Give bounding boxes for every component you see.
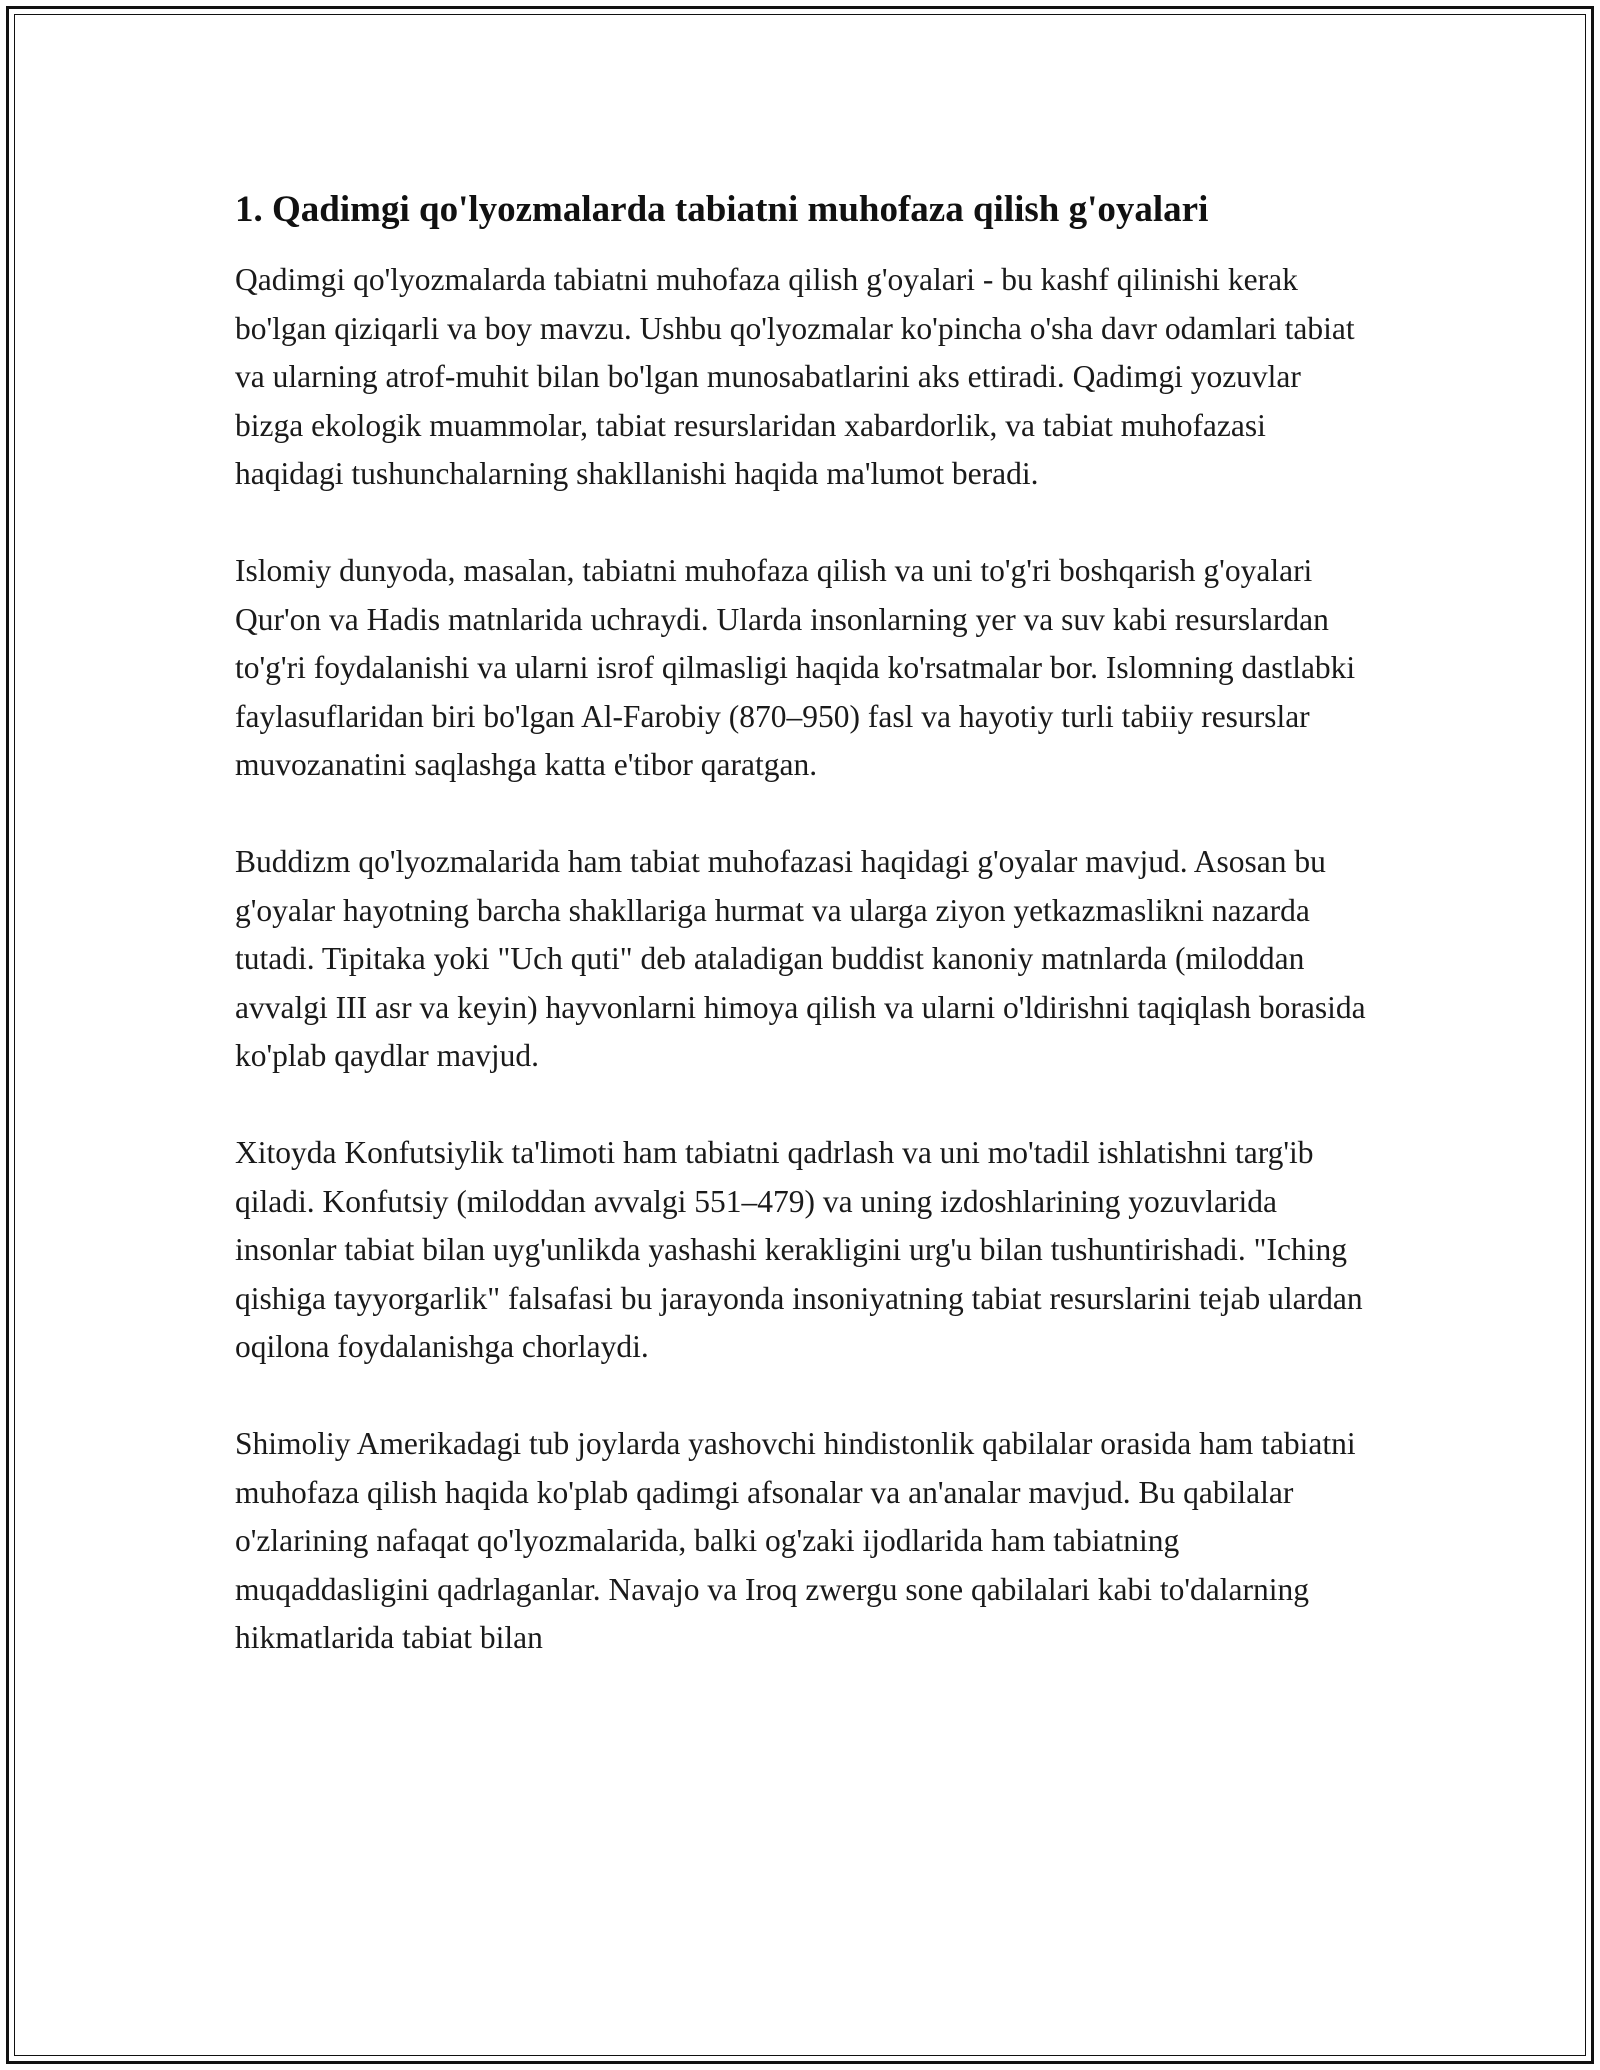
paragraph-buddhism: Buddizm qo'lyozmalarida ham tabiat muhofazasi haqidagi g'oyalar mavjud. Asosan bu g'oyalar hayotning barcha shakllariga hurmat va ularga ziyon yetkazmaslikni nazarda tutadi. Tipitaka yoki "Uch quti" deb ataladigan buddist kanoniy matnlarda (miloddan avvalgi III asr va keyin) hayvonlarni himoya qilish va ularni o'ldirishni taqiqlash borasida ko'plab qaydlar mavjud. [235,844,1366,1073]
section-heading: 1. Qadimgi qo'lyozmalarda tabiatni muhofaza qilish g'oyalari [235,189,1209,230]
document-body [235,186,1370,1711]
paragraph-confucianism: Xitoyda Konfutsiylik ta'limoti ham tabiatni qadrlash va uni mo'tadil ishlatishni targ'ib qiladi. Konfutsiy (miloddan avvalgi 551–479) va uning izdoshlarining yozuvlarida insonlar tabiat bilan uyg'unlikda yashashi kerakligini urg'u bilan tushuntirishadi. "Iching qishiga tayyorgarlik" falsafasi bu jarayonda insoniyatning tabiat resurslarini tejab ulardan oqilona foydalanishga chorlaydi. [235,1135,1363,1364]
paragraph-islamic-world: Islomiy dunyoda, masalan, tabiatni muhofaza qilish va uni to'g'ri boshqarish g'oyalari Qur'on va Hadis matnlarida uchraydi. Ularda insonlarning yer va suv kabi resurslardan to'g'ri foydalanishi va ularni isrof qilmasligi haqida ko'rsatmalar bor. Islomning dastlabki faylasuflaridan biri bo'lgan Al-Farobiy (870–950) fasl va hayotiy turli tabiiy resurslar muvozanatini saqlashga katta e'tibor qaratgan. [235,553,1356,782]
paragraph-north-america: Shimoliy Amerikadagi tub joylarda yashovchi hindistonlik qabilalar orasida ham tabiatni muhofaza qilish haqida ko'plab qadimgi afsonalar va an'analar mavjud. Bu qabilalar o'zlarining nafaqat qo'lyozmalarida, balki og'zaki ijodlarida ham tabiatning muqaddasligini qadrlaganlar. Navajo va Iroq zwergu sone qabilalari kabi to'dalarning hikmatlarida tabiat bilan [235,1426,1356,1655]
paragraph-intro: Qadimgi qo'lyozmalarda tabiatni muhofaza qilish g'oyalari - bu kashf qilinishi kerak bo'lgan qiziqarli va boy mavzu. Ushbu qo'lyozmalar ko'pincha o'sha davr odamlari tabiat va ularning atrof-muhit bilan bo'lgan munosabatlarini aks ettiradi. Qadimgi yozuvlar bizga ekologik muammolar, tabiat resurslaridan xabardorlik, va tabiat muhofazasi haqidagi tushunchalarning shakllanishi haqida ma'lumot beradi. [235,262,1355,491]
